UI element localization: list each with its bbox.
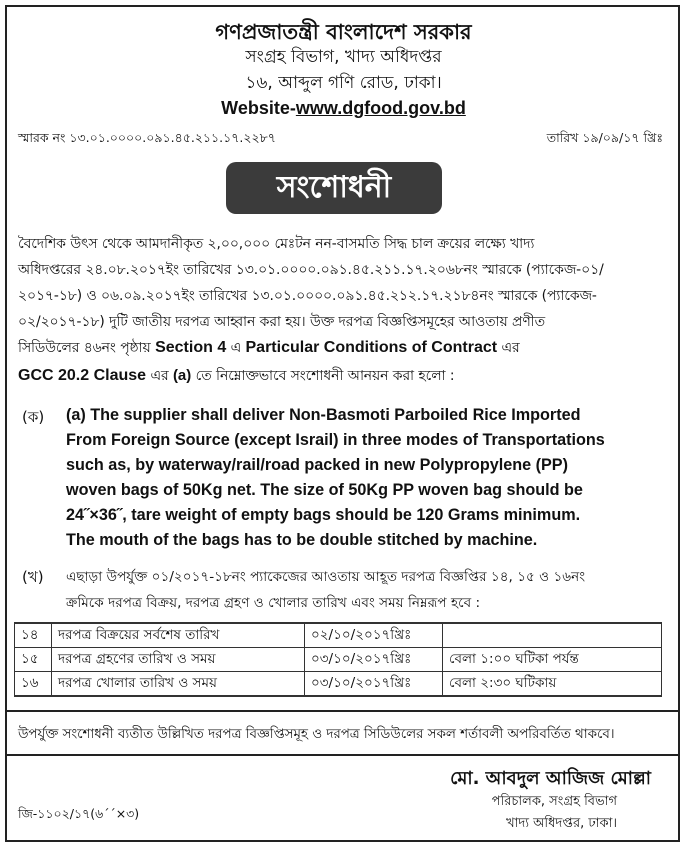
intro-line-5-connector: এ [230,340,242,356]
description-cell: দরপত্র খোলার তারিখ ও সময় [52,672,305,697]
serial-cell: ১৪ [15,623,52,648]
intro-line-3: ২০১৭-১৮) ও ০৬.০৯.২০১৭ইং তারিখের ১৩.০১.০০০০.০৯১.৪৫.২১২.১৭.২১৮৪নং স্মারকে (প্যাকেজ- [18,288,597,304]
intro-line-6-end: তে নিম্নোক্তভাবে সংশোধনী আনয়ন করা হলো : [195,368,455,384]
date-cell: ০২/১০/২০১৭খ্রিঃ [305,623,443,648]
amendment-text-line-6: The mouth of the bags has to be double stitched by machine. [66,531,538,549]
amendment-text-line-2: From Foreign Source (except Israil) in three modes of Transportations [66,431,605,449]
clause-reference: GCC 20.2 Clause [18,367,147,384]
intro-line-5 [18,336,664,360]
intro-line-6-connector: এর [150,368,169,384]
title-banner: সংশোধনী [226,162,442,214]
closing-note: উপর্যুক্ত সংশোধনী ব্যতীত উল্লিখিত দরপত্র বিজ্ঞপ্তিসমূহ ও দরপত্র সিডিউলের সকল শর্তাবলী অপরিবর্তিত থাকবে। [18,727,615,742]
amendment-text-line-5: 24˝×36˝, tare weight of empty bags should be 120 Grams minimum. [66,506,581,524]
amendment-text-line-4: woven bags of 50Kg net. The size of 50Kg PP woven bag should be [66,481,583,499]
schedule-table [14,622,662,697]
serial-cell: ১৫ [15,648,52,672]
memo-date: তারিখ ১৯/০৯/১৭ খ্রিঃ [546,130,663,145]
section-reference: Section 4 [155,339,227,356]
divider [7,754,678,756]
date-cell: ০৩/১০/২০১৭খ্রিঃ [305,672,443,697]
intro-line-2: অধিদপ্তরের ২৪.০৮.২০১৭ইং তারিখের ১৩.০১.০০০০.০৯১.৪৫.২১১.১৭.২০৬৮নং স্মারকে (প্যাকেজ-০১/ [18,262,604,278]
government-name: গণপ্রজাতন্ত্রী বাংলাদেশ সরকার [215,20,472,44]
time-cell: বেলা ১:০০ ঘটিকা পর্যন্ত [443,648,662,672]
item-kha-line-2: ক্রমিকে দরপত্র বিক্রয়, দরপত্র গ্রহণ ও খোলার তারিখ এবং সময় নিম্নরূপ হবে : [66,595,481,611]
item-kha-marker: (খ) [22,568,44,586]
intro-line-5-end: এর [501,340,520,356]
intro-line-1: বৈদেশিক উৎস থেকে আমদানীকৃত ২,০০,০০০ মেঃটন নন-বাসমতি সিদ্ধ চাল ক্রয়ের লক্ষ্যে খাদ্য [18,236,535,252]
footer-code: জি-১১০২/১৭(৬´´×৩) [18,806,140,821]
description-cell: দরপত্র বিক্রয়ের সর্বশেষ তারিখ [52,623,305,648]
website-label: Website- [221,98,296,118]
signatory-office: খাদ্য অধিদপ্তর, ঢাকা। [506,816,617,831]
office-address: ১৬, আব্দুল গণি রোড, ঢাকা। [245,73,442,93]
amendment-text-line-3: such as, by waterway/rail/road packed in new Polypropylene (PP) [66,456,568,474]
conditions-reference: Particular Conditions of Contract [245,339,498,356]
signatory-title: পরিচালক, সংগ্রহ বিভাগ [491,794,617,809]
subclause-reference: (a) [172,367,192,384]
table-row [15,672,662,697]
intro-line-6 [18,364,664,388]
memo-reference: স্মারক নং ১৩.০১.০০০০.০৯১.৪৫.২১১.১৭.২২৮৭ [18,130,276,145]
website-line [0,98,687,119]
date-cell: ০৩/১০/২০১৭খ্রিঃ [305,648,443,672]
intro-line-5-text: সিডিউলের ৪৬নং পৃষ্ঠায় [18,340,151,356]
serial-cell: ১৬ [15,672,52,697]
table-row [15,623,662,648]
amendment-text-line-1: (a) The supplier shall deliver Non-Basmoti Parboiled Rice Imported [66,406,581,424]
item-kha-line-1: এছাড়া উপর্যুক্ত ০১/২০১৭-১৮নং প্যাকেজের আওতায় আহূত দরপত্র বিজ্ঞপ্তির ১৪, ১৫ ও ১৬নং [66,569,586,585]
table-row [15,648,662,672]
website-link[interactable]: www.dgfood.gov.bd [295,98,466,118]
divider [7,710,678,712]
description-cell: দরপত্র গ্রহণের তারিখ ও সময় [52,648,305,672]
time-cell [443,623,662,648]
time-cell: বেলা ২:৩০ ঘটিকায় [443,672,662,697]
item-ka-marker: (ক) [22,408,45,426]
intro-line-4: ০২/২০১৭-১৮) দুটি জাতীয় দরপত্র আহ্বান করা হয়। উক্ত দরপত্র বিজ্ঞপ্তিসমূহের আওতায় প্রণীত [18,314,545,330]
signatory-name: মো. আবদুল আজিজ মোল্লা [450,768,651,789]
department-name: সংগ্রহ বিভাগ, খাদ্য অধিদপ্তর [245,47,442,67]
